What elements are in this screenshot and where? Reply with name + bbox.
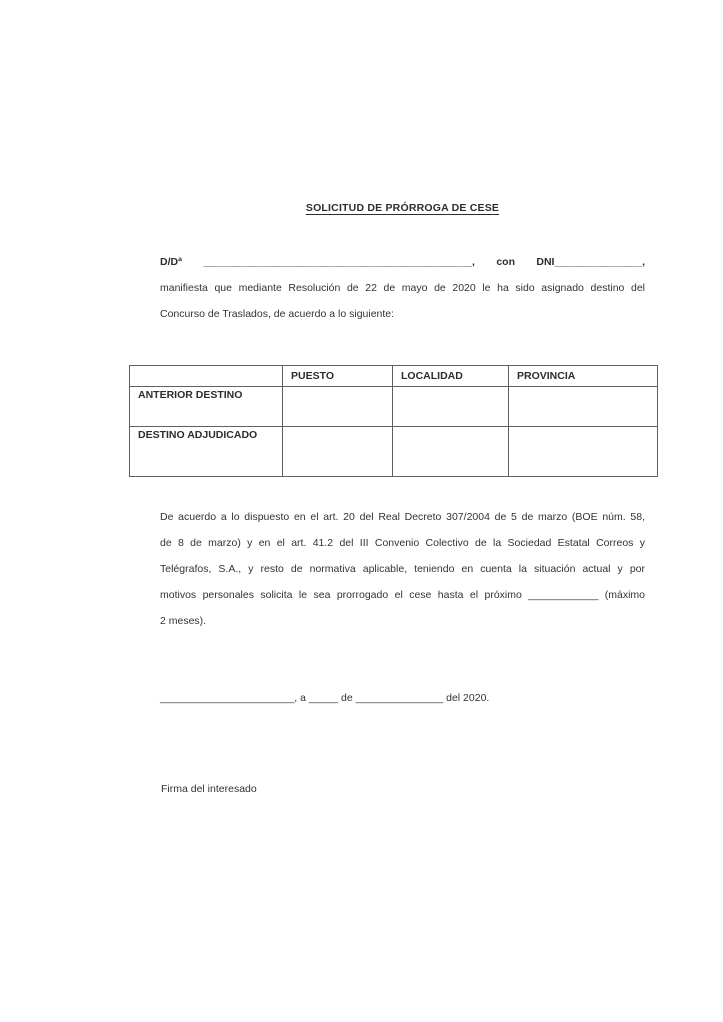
- cell-anterior-provincia: [509, 387, 658, 427]
- signature-label: Firma del interesado: [161, 783, 257, 795]
- cell-adjudicado-localidad: [393, 427, 509, 477]
- applicant-name-blank: [203, 249, 475, 275]
- col-header-localidad: LOCALIDAD: [393, 366, 509, 387]
- cell-anterior-localidad: [393, 387, 509, 427]
- legal-line-5: 2 meses).: [160, 615, 207, 627]
- legal-line-1: De acuerdo a lo dispuesto en el art. 20 del Real Decreto 307/2004 de 5 de marzo (BOE núm. 58,: [160, 511, 645, 523]
- cell-adjudicado-puesto: [283, 427, 393, 477]
- dd-label: D/Dª: [160, 256, 182, 268]
- destinations-table: [129, 365, 658, 477]
- legal-line-4: motivos personales solicita le sea prorrogado el cese hasta el próximo ____________ (máximo: [160, 589, 645, 601]
- row-label-anterior-destino: ANTERIOR DESTINO: [130, 387, 283, 427]
- con-label: con: [496, 256, 515, 268]
- col-header-puesto: PUESTO: [283, 366, 393, 387]
- row-label-destino-adjudicado: DESTINO ADJUDICADO: [130, 427, 283, 477]
- legal-line-2: de 8 de marzo) y en el art. 41.2 del III Convenio Colectivo de la Sociedad Estatal Correos y: [160, 537, 645, 549]
- dni-label: DNI: [536, 256, 555, 268]
- name-blank-underscores: ______________________________________________: [203, 256, 472, 268]
- table-row-anterior-destino: [130, 387, 658, 427]
- comma: ,: [642, 256, 645, 268]
- table-header-row: [130, 366, 658, 387]
- document-title: SOLICITUD DE PRÓRROGA DE CESE: [305, 202, 500, 214]
- corner-header-cell: [130, 366, 283, 387]
- col-header-provincia: PROVINCIA: [509, 366, 658, 387]
- cell-anterior-puesto: [283, 387, 393, 427]
- table-row-destino-adjudicado: [130, 427, 658, 477]
- dni-blank-underscores: _______________: [554, 256, 643, 268]
- cell-adjudicado-provincia: [509, 427, 658, 477]
- intro-paragraph: [160, 249, 645, 327]
- place-and-date-line: _______________________, a _____ de _______________ del 2020.: [160, 692, 490, 704]
- applicant-identity-line: [160, 249, 645, 275]
- legal-line-3: Telégrafos, S.A., y resto de normativa aplicable, teniendo en cuenta la situación actual y por: [160, 563, 645, 575]
- intro-line-2: manifiesta que mediante Resolución de 22 de mayo de 2020 le ha sido asignado destino del: [160, 282, 645, 294]
- intro-line-3: Concurso de Traslados, de acuerdo a lo siguiente:: [160, 308, 395, 320]
- legal-paragraph: [160, 504, 645, 634]
- dni-field: [536, 249, 645, 275]
- comma: ,: [472, 256, 475, 268]
